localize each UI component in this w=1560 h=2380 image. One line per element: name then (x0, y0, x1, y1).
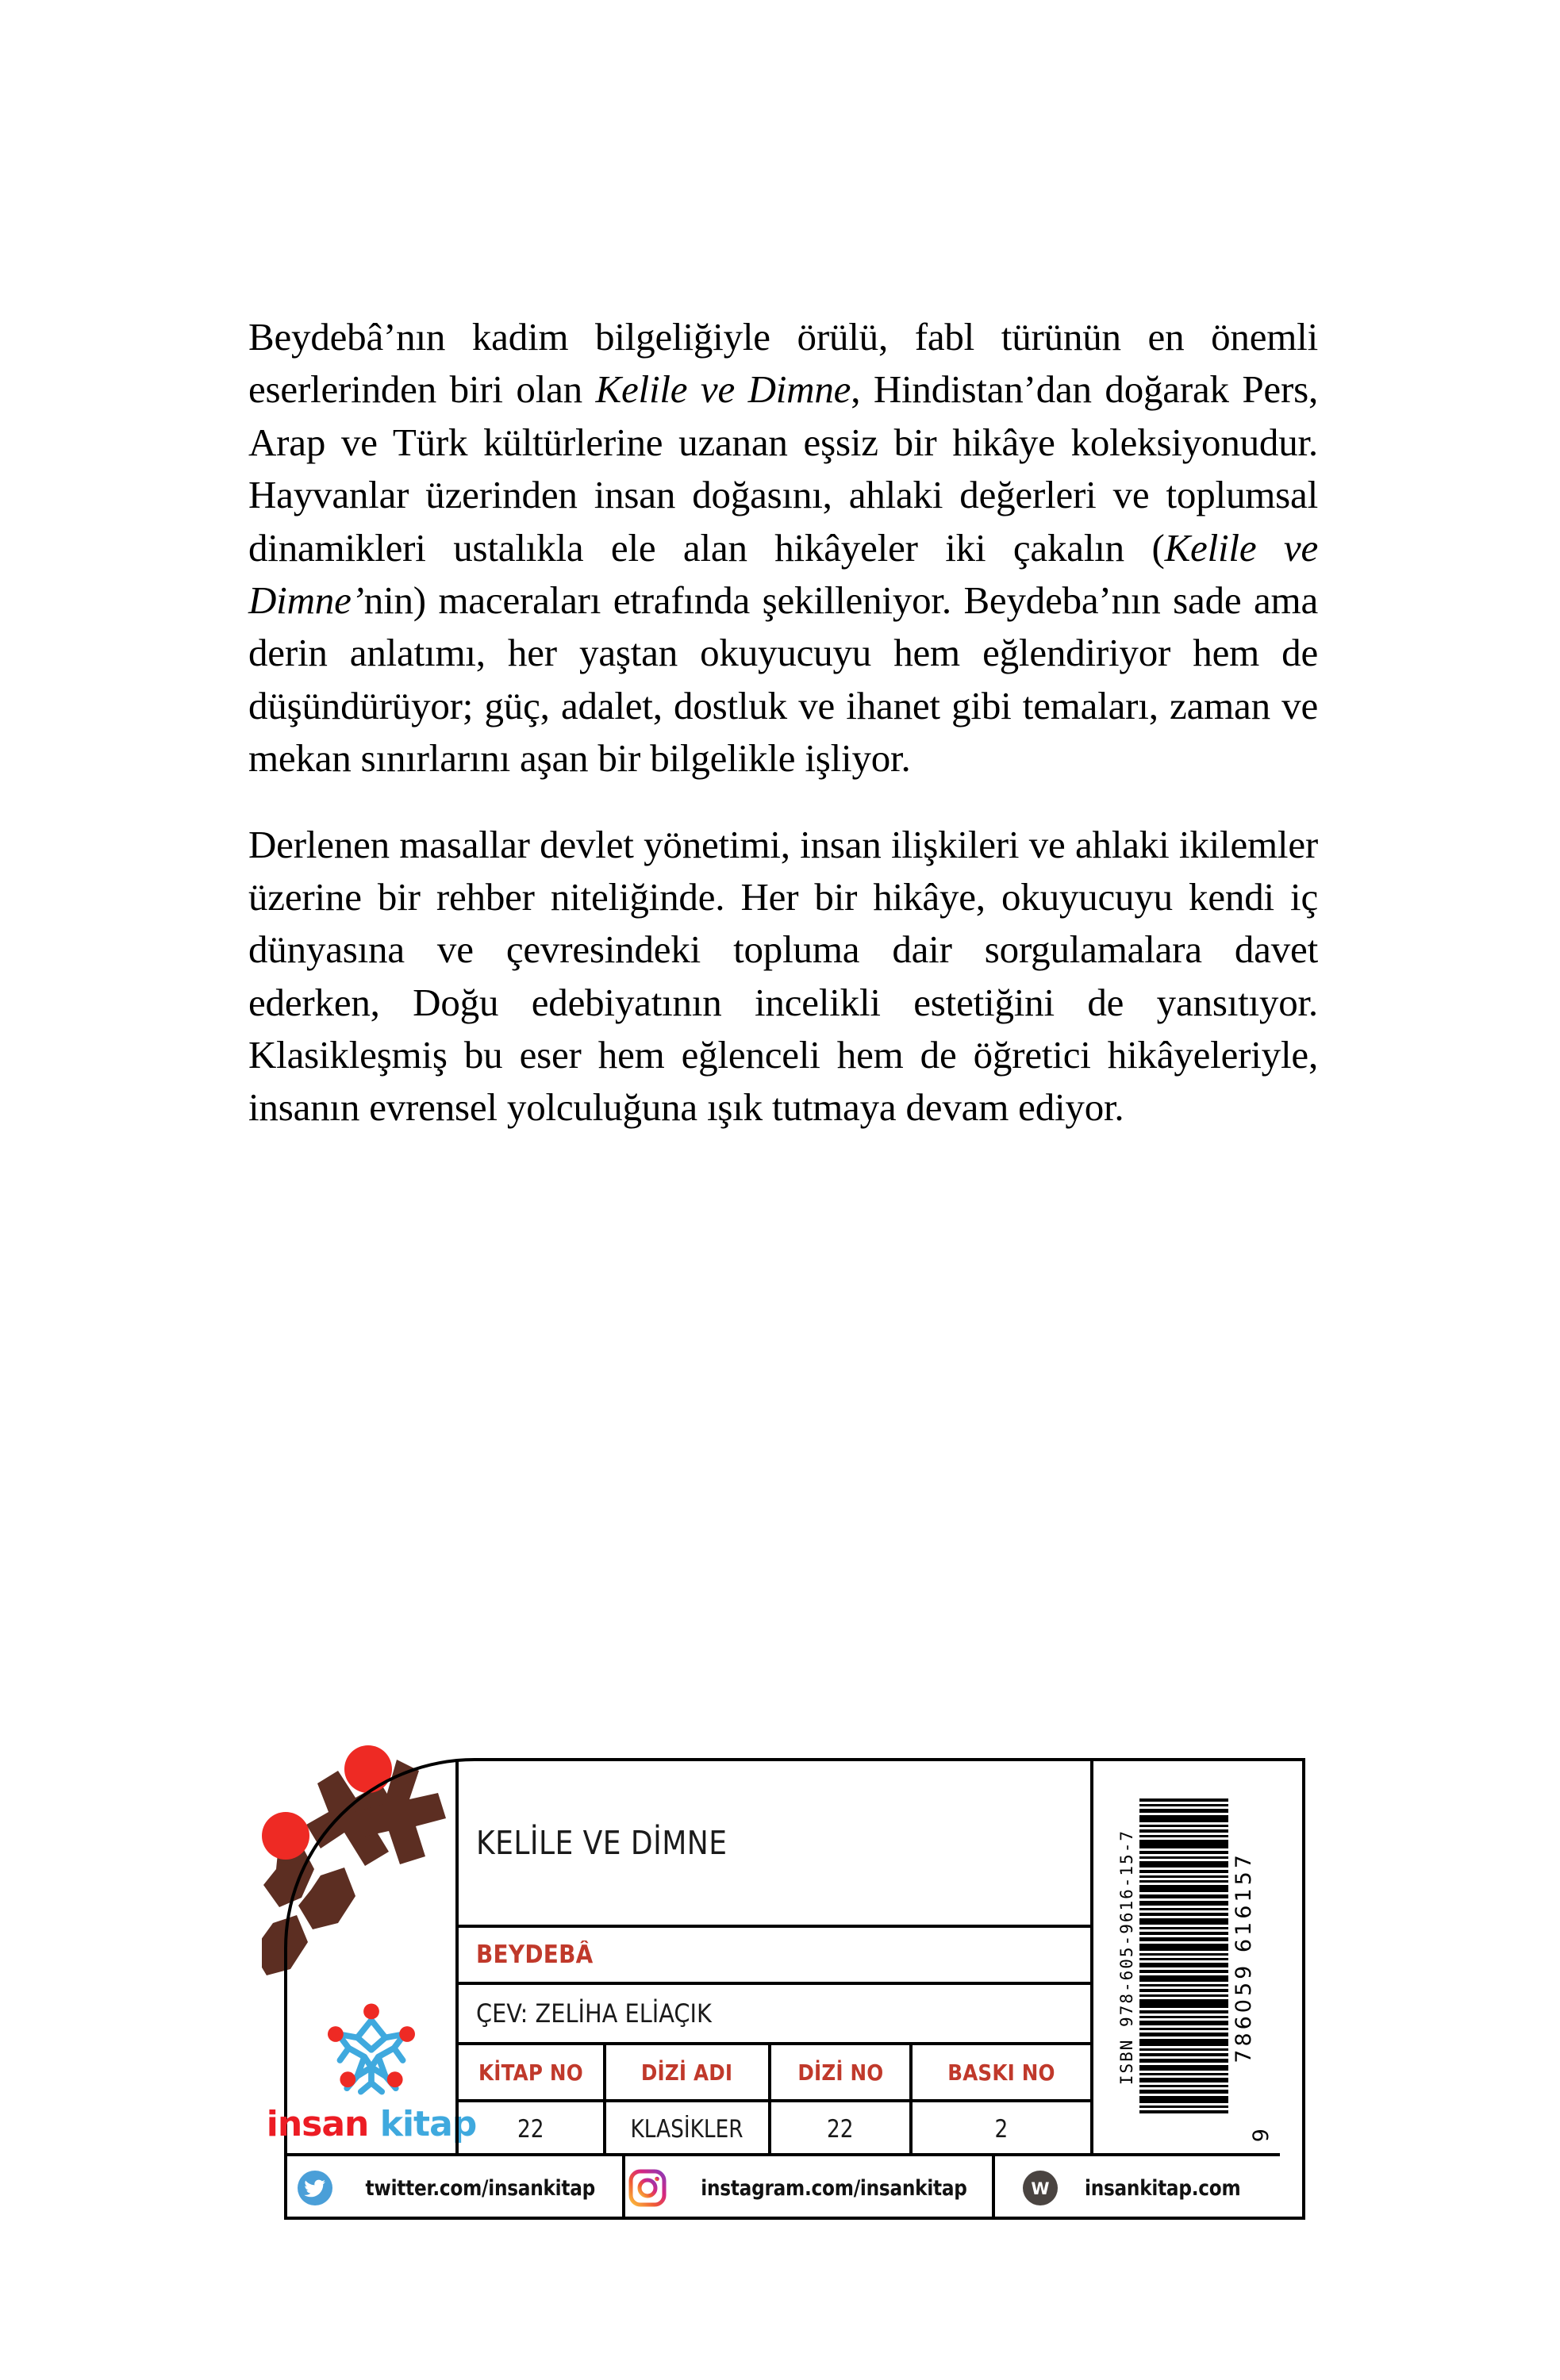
instagram-icon (628, 2169, 667, 2207)
social-link-instagram[interactable] (625, 2156, 995, 2220)
column-header-dizi-no: DİZİ NO (771, 2045, 913, 2099)
wordmark-insan: insan (266, 2104, 369, 2144)
column-header-dizi-adi: DİZİ ADI (606, 2045, 771, 2099)
value-dizi-adi: KLASİKLER (606, 2102, 771, 2156)
book-translator: ÇEV: ZELİHA ELİAÇIK (476, 1998, 712, 2029)
barcode-icon (1139, 1798, 1228, 2116)
publisher-wordmark (266, 2104, 477, 2144)
barcode-digits: 786059 616157 (1231, 1851, 1256, 2063)
barcode-lead-digit: 9 (1249, 2128, 1274, 2142)
book-author: BEYDEBÂ (476, 1940, 594, 1969)
book-info-table (455, 1761, 1090, 2153)
value-baski-no: 2 (994, 2115, 1009, 2144)
book-title-row (459, 1761, 1090, 1928)
social-links-bar (287, 2153, 1280, 2220)
book-title: KELİLE VE DİMNE (476, 1824, 728, 1862)
table-header-row (459, 2045, 1090, 2102)
table-value-row (459, 2102, 1090, 2156)
isbn-label: ISBN 978-605-9616-15-7 (1117, 1829, 1136, 2086)
instagram-label: instagram.com/insankitap (701, 2175, 967, 2201)
twitter-label: twitter.com/insankitap (365, 2175, 595, 2201)
column-header-baski-no: BASKI NO (947, 2059, 1055, 2086)
social-link-website[interactable] (995, 2156, 1280, 2220)
twitter-icon (296, 2169, 334, 2207)
value-kitap-no: 22 (459, 2102, 606, 2156)
people-star-emblem-icon (319, 1999, 424, 2104)
back-cover-blurb (248, 311, 1318, 1134)
website-icon (1021, 2169, 1059, 2207)
social-link-twitter[interactable] (287, 2156, 625, 2220)
svg-text:W: W (1031, 2179, 1050, 2198)
colophon-block (262, 1742, 1309, 2226)
blurb-paragraph-2: Derlenen masallar devlet yönetimi, insan ilişkileri ve ahlaki ikilemler üzerine bir rehber niteliğinde. Her bir hikâye, okuyucuyu kendi iç dünyasına ve çevresindeki topluma dair sorgulamalara davet ederken, Doğu edebiyatının incelikli estetiğini de yansıtıyor. Klasikleşmiş bu eser hem eğlenceli hem de öğretici hikâyeleriyle, insanın evrensel yolculuğuna ışık tutmaya devam ediyor. (248, 822, 1318, 1130)
book-translator-row (459, 1985, 1090, 2045)
column-header-kitap-no: KİTAP NO (459, 2045, 606, 2099)
isbn-barcode-cell (1090, 1761, 1280, 2153)
book-author-row (459, 1928, 1090, 1985)
blurb-paragraph-1: Beydebâ’nın kadim bilgeliğiyle örülü, fabl türünün en önemli eserlerinden biri olan Kelile ve Dimne, Hindistan’dan doğarak Pers, Arap ve Türk kültürlerine uzanan eşsiz bir hikâye koleksiyonudur. Hayvanlar üzerinden insan doğasını, ahlaki değerleri ve toplumsal dinamikleri ustalıkla ele alan hikâyeler iki çakalın (Kelile ve Dimne’nin) maceraları etrafında şekilleniyor. Beydeba’nın sade ama derin anlatımı, her yaştan okuyucuyu hem eğlendiriyor hem de düşündürüyor; güç, adalet, dostluk ve ihanet gibi temaları, zaman ve mekan sınırlarını aşan bir bilgelikle işliyor. (248, 315, 1319, 781)
publisher-logo (266, 1761, 477, 2150)
wordmark-kitap: kitap (379, 2104, 477, 2144)
value-dizi-no: 22 (771, 2102, 913, 2156)
website-label: insankitap.com (1085, 2175, 1241, 2201)
